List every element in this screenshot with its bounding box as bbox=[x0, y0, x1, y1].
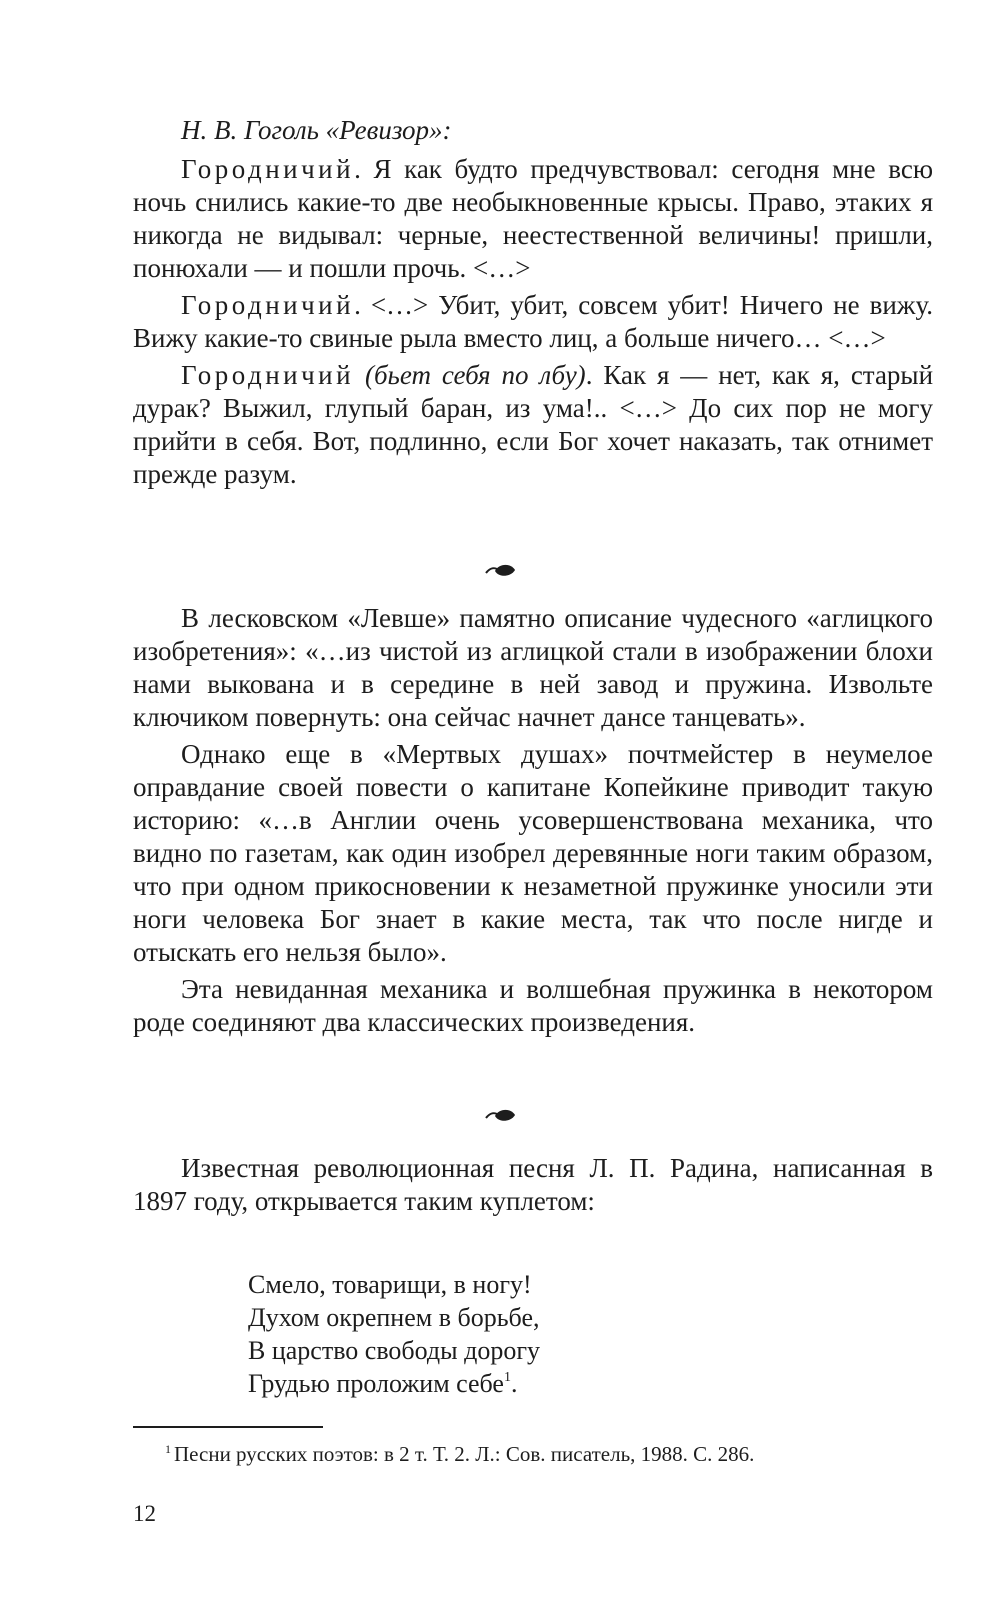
poem-end-punct: . bbox=[510, 1369, 518, 1398]
paragraph bbox=[133, 359, 933, 491]
poem-line: Духом окрепнем в борьбе, bbox=[248, 1303, 540, 1332]
speech-text: . <…> Убит, убит, совсем убит! Ничего не вижу. Вижу какие-то свиные рыла вместо лиц, а больше ничего… <…> bbox=[133, 290, 933, 353]
poem-line: В царство свободы дорогу bbox=[248, 1336, 541, 1365]
footnote-number: 1 bbox=[165, 1442, 171, 1456]
speaker-name: Городничий bbox=[181, 360, 355, 390]
paragraph: В лесковском «Левше» памятно описание чудесного «аглицкого изобретения»: «…из чистой из аглицкой стали в изображении блохи нами выкована и в середине в ней завод и пружина. Извольте ключиком повернуть: она сейчас начнет дансе танцевать». bbox=[133, 603, 933, 732]
section-gogol bbox=[133, 114, 933, 491]
footnote bbox=[165, 1441, 754, 1467]
page-number: 12 bbox=[133, 1501, 156, 1526]
footnote-divider bbox=[133, 1426, 323, 1428]
footnote-text: Песни русских поэтов: в 2 т. Т. 2. Л.: Сов. писатель, 1988. С. 286. bbox=[174, 1442, 755, 1466]
paragraph bbox=[133, 153, 933, 285]
poem-line: Смело, товарищи, в ногу! bbox=[248, 1270, 532, 1299]
leaf-ornament-icon bbox=[483, 1105, 517, 1127]
paragraph: Эта невиданная механика и волшебная пружинка в некотором роде соединяют два классических произведения. bbox=[133, 974, 933, 1037]
speaker-name: Городничий bbox=[181, 290, 355, 320]
poem-line-last bbox=[248, 1367, 540, 1400]
poem-line-text: Грудью проложим себе bbox=[248, 1369, 504, 1398]
source-citation: Н. В. Гоголь «Ревизор»: bbox=[181, 115, 452, 145]
section-leskov bbox=[133, 602, 933, 1039]
paragraph: Однако еще в «Мертвых душах» почтмейстер в неумелое оправдание своей повести о капитане Копейкине приводит такую историю: «…в Англии очень усовершенствована механика, что видно по газетам, как один изобрел деревянные ноги таким образом, что при одном прикосновении к незаметной пружинке уносили эти ноги человека Бог знает в какие места, так что после нигде и отыскать его нельзя было». bbox=[133, 739, 933, 967]
section-radin bbox=[133, 1152, 933, 1218]
stage-direction: (бьет себя по лбу) bbox=[364, 360, 586, 390]
footnote-ref: 1 bbox=[503, 1370, 511, 1385]
leaf-ornament-icon bbox=[483, 560, 517, 582]
speech-text: . Как я — нет, как я, старый дурак? Выжил, глупый баран, из ума!.. <…> До сих пор не могу прийти в себя. Вот, подлинно, если Бог хочет наказать, так отнимет прежде разум. bbox=[133, 360, 934, 489]
speaker-name: Городничий bbox=[181, 154, 355, 184]
paragraph bbox=[133, 289, 933, 355]
poem-quote bbox=[248, 1268, 540, 1400]
paragraph: Известная революционная песня Л. П. Радина, написанная в 1897 году, открывается таким куплетом: bbox=[133, 1153, 933, 1216]
speech-text: . Я как будто предчувствовал: сегодня мне всю ночь снились какие-то две необыкновенные крысы. Право, этаких я никогда не видывал: черные, неестественной величины! пришли, понюхали — и пошли прочь. <…> bbox=[133, 154, 933, 283]
